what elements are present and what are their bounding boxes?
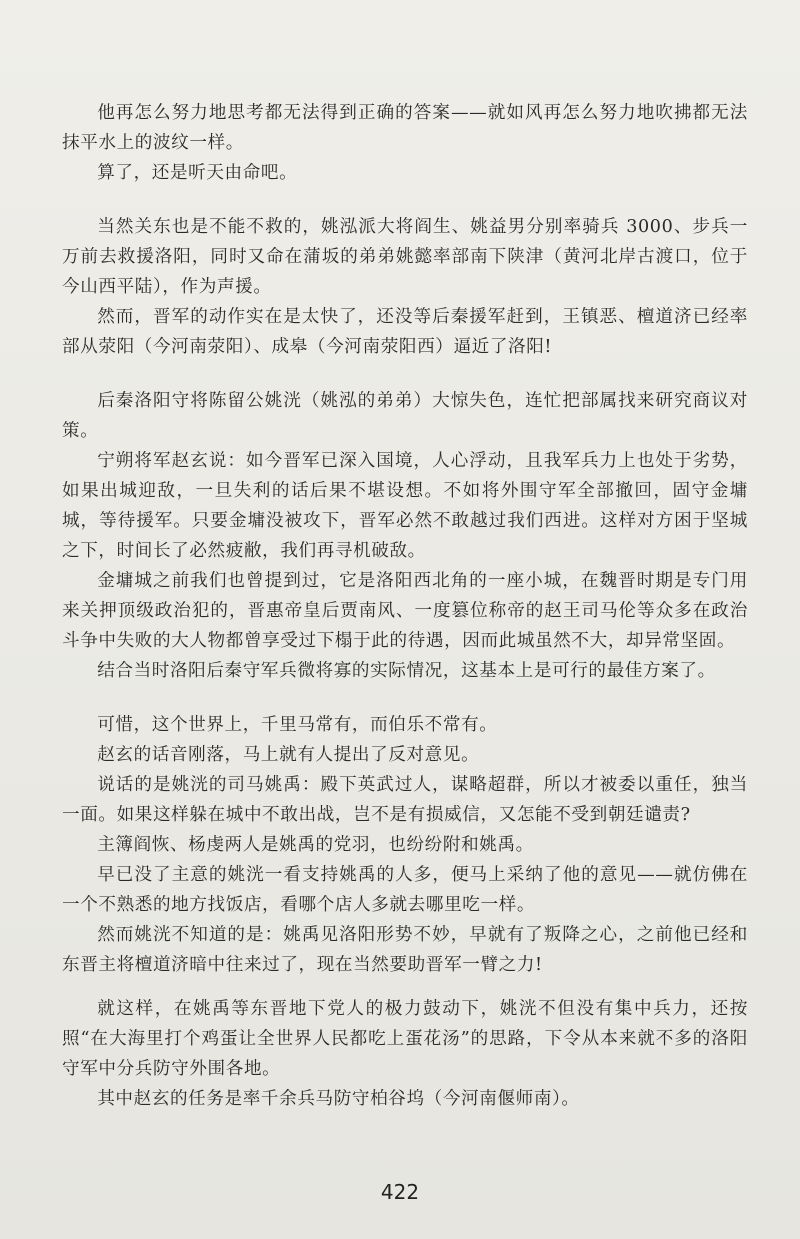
paragraph: 然而，晋军的动作实在是太快了，还没等后秦援军赶到，王镇恶、檀道济已经率部从荥阳（今河南荥阳）、成皋（今河南荥阳西）逼近了洛阳! bbox=[62, 307, 748, 357]
paragraph: 宁朔将军赵玄说：如今晋军已深入国境，人心浮动，且我军兵力上也处于劣势，如果出城迎敌，一旦失利的话后果不堪设想。不如将外围守军全部撤回，固守金墉城，等待援军。只要金墉没被攻下，晋军必然不敢越过我们西进。这样对方困于坚城之下，时间长了必然疲敝，我们再寻机破敌。 bbox=[62, 451, 748, 561]
paragraph: 主簿阎恢、杨虔两人是姚禹的党羽，也纷纷附和姚禹。 bbox=[97, 835, 534, 855]
paragraph: 结合当时洛阳后秦守军兵微将寡的实际情况，这基本上是可行的最佳方案了。 bbox=[97, 661, 716, 681]
paragraph: 后秦洛阳守将陈留公姚洸（姚泓的弟弟）大惊失色，连忙把部属找来研究商议对策。 bbox=[62, 391, 748, 441]
paragraph: 其中赵玄的任务是率千余兵马防守柏谷坞（今河南偃师南）。 bbox=[97, 1089, 580, 1109]
paragraph: 金墉城之前我们也曾提到过，它是洛阳西北角的一座小城，在魏晋时期是专门用来关押顶级政治犯的，晋惠帝皇后贾南风、一度篡位称帝的赵王司马伦等众多在政治斗争中失败的大人物都曾享受过下榻于此的待遇，因而此城虽然不大，却异常坚固。 bbox=[62, 571, 748, 651]
page-number: 422 bbox=[380, 1180, 420, 1204]
section-gap bbox=[62, 980, 748, 994]
paragraph: 可惜，这个世界上，千里马常有，而伯乐不常有。 bbox=[97, 715, 498, 735]
section-gap bbox=[62, 188, 748, 212]
paragraph: 就这样，在姚禹等东晋地下党人的极力鼓动下，姚洸不但没有集中兵力，还按照“在大海里打个鸡蛋让全世界人民都吃上蛋花汤”的思路，下令从本来就不多的洛阳守军中分兵防守外围各地。 bbox=[62, 999, 748, 1079]
paragraph: 然而姚洸不知道的是：姚禹见洛阳形势不妙，早就有了叛降之心，之前他已经和东晋主将檀道济暗中往来过了，现在当然要助晋军一臂之力! bbox=[62, 925, 748, 975]
paragraph: 早已没了主意的姚洸一看支持姚禹的人多，便马上采纳了他的意见——就仿佛在一个不熟悉的地方找饭店，看哪个店人多就去哪里吃一样。 bbox=[62, 865, 748, 915]
paragraph: 说话的是姚洸的司马姚禹：殿下英武过人，谋略超群，所以才被委以重任，独当一面。如果这样躲在城中不敢出战，岂不是有损威信，又怎能不受到朝廷谴责? bbox=[62, 775, 748, 825]
paragraph: 当然关东也是不能不救的，姚泓派大将阎生、姚益男分别率骑兵 3000、步兵一万前去救援洛阳，同时又命在蒲坂的弟弟姚懿率部南下陕津（黄河北岸古渡口，位于今山西平陆），作为声援。 bbox=[62, 217, 748, 297]
paragraph: 赵玄的话音刚落，马上就有人提出了反对意见。 bbox=[97, 745, 480, 765]
body-text bbox=[62, 98, 748, 1114]
paragraph: 算了，还是听天由命吧。 bbox=[97, 163, 298, 183]
section-gap bbox=[62, 362, 748, 386]
paragraph: 他再怎么努力地思考都无法得到正确的答案——就如风再怎么努力地吹拂都无法抹平水上的波纹一样。 bbox=[62, 103, 748, 153]
section-gap bbox=[62, 686, 748, 710]
